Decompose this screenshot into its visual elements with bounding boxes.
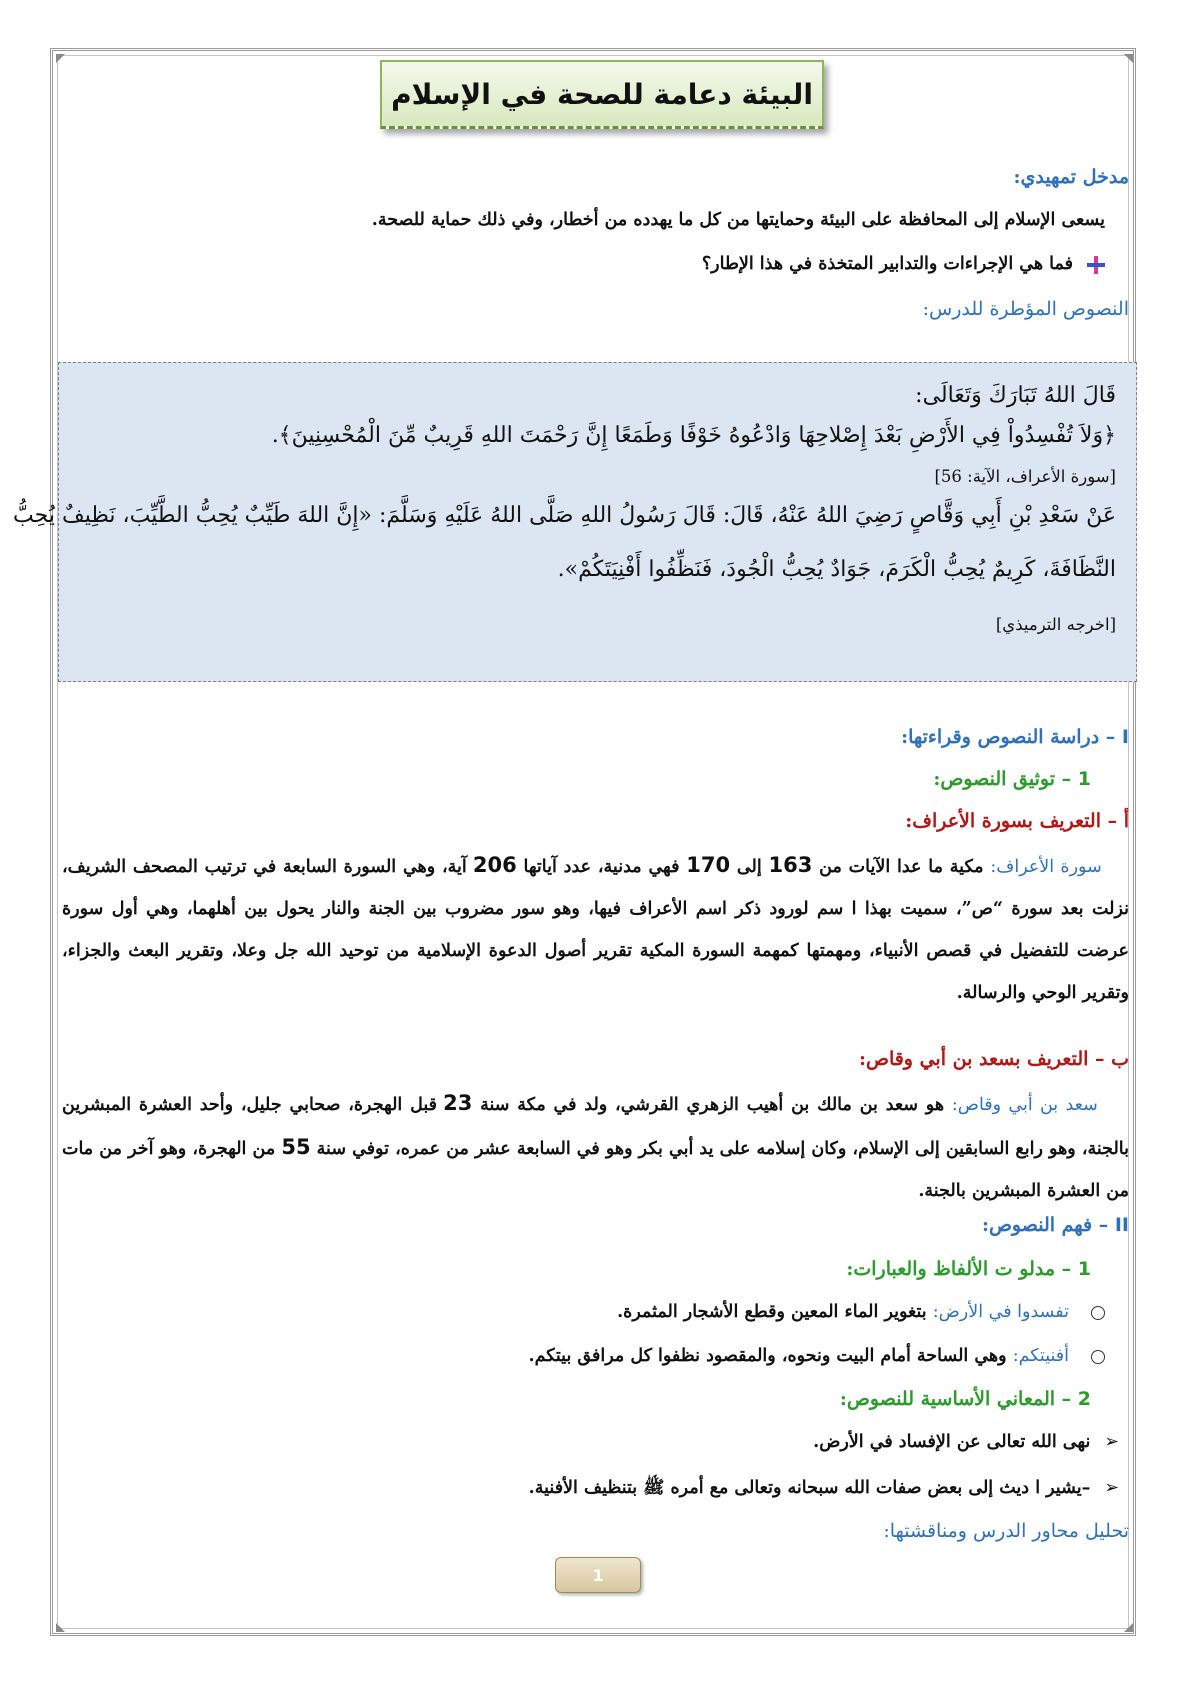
sub1-heading xyxy=(62,768,1091,790)
analysis-heading: تحليل محاور الدرس ومناقشتها: xyxy=(883,1520,1129,1542)
sub-number: 1 xyxy=(1077,1258,1091,1280)
number: 55 xyxy=(281,1135,311,1159)
corner-ornament xyxy=(1124,54,1133,63)
b-heading: ب – التعريف بسعد بن أبي وقاص: xyxy=(858,1048,1129,1070)
term: أفنيتكم: xyxy=(1012,1346,1069,1366)
definition-item xyxy=(62,1302,1105,1322)
text-run: من الهجرة، وهو آخر من مات من العشرة المبشرين بالجنة. xyxy=(62,1139,1129,1201)
arrow-bullet-icon: ➢ xyxy=(1104,1432,1119,1452)
sub2-2-title: – المعاني الأساسية للنصوص: xyxy=(839,1388,1078,1410)
definition: وهي الساحة أمام البيت ونحوه، والمقصود نظفوا كل مرافق بيتكم. xyxy=(528,1346,1013,1366)
section2-heading xyxy=(62,1214,1129,1236)
text-run: قبل الهجرة، صحابي جليل، وأحد العشرة المبشرين بالجنة، وهو رابع السابقين إلى الإسلام، وكان إسلامه على يد أبي بكر وهو في السابعة عشر من عمره، توفي سنة xyxy=(62,1095,1130,1159)
intro-question xyxy=(62,254,1105,274)
verse-reference: [سورة الأعراف، الآية: 56] xyxy=(934,467,1116,486)
a-heading: أ – التعريف بسورة الأعراف: xyxy=(905,810,1129,832)
page-number: 1 xyxy=(555,1557,641,1593)
term: تفسدوا في الأرض: xyxy=(932,1302,1069,1322)
surah-lead: سورة الأعراف: xyxy=(990,857,1102,877)
quote-box xyxy=(13,362,1137,682)
sub-number: 1 xyxy=(1077,768,1091,790)
meaning-text: –يشير ا ديث إلى بعض صفات الله سبحانه وتعالى مع أمره ﷺ بتنظيف الأفنية. xyxy=(528,1478,1091,1498)
corner-ornament xyxy=(56,1623,65,1632)
text-run: هو سعد بن مالك بن أهيب الزهري القرشي، ولد في مكة سنة xyxy=(472,1095,952,1115)
intro-text: يسعى الإسلام إلى المحافظة على البيئة وحمايتها من كل ما يهدده من أخطار، وفي ذلك حماية للصحة. xyxy=(371,210,1105,230)
number: 170 xyxy=(686,853,731,877)
quran-verse: ﴿وَلاَ تُفْسِدُواْ فِي الأَرْضِ بَعْدَ إِصْلاحِهَا وَادْعُوهُ خَوْفًا وَطَمَعًا إِنَّ رَحْمَتَ اللهِ قَرِيبٌ مِّنَ الْمُحْسِنِينَ﴾. xyxy=(271,423,1116,448)
definition: بتغوير الماء المعين وقطع الأشجار المثمرة. xyxy=(617,1302,933,1322)
meaning-text: نهى الله تعالى عن الإفساد في الأرض. xyxy=(813,1432,1091,1452)
sub2-1-heading xyxy=(62,1258,1091,1280)
section1-heading xyxy=(62,726,1129,748)
surah-paragraph xyxy=(62,844,1129,1014)
sub2-1-title: – مدلو ت الألفاظ والعبارات: xyxy=(846,1258,1078,1280)
sub2-2-heading xyxy=(62,1388,1091,1410)
quote-intro: قَالَ اللهُ تَبَارَكَ وَتَعَالَى: xyxy=(915,383,1116,408)
hadith-line-2: النَّظَافَةَ، كَرِيمٌ يُحِبُّ الْكَرَمَ، جَوَادٌ يُحِبُّ الْجُودَ، فَنَظِّفُوا أَفْنِيَتَكُمْ». xyxy=(557,557,1116,582)
section1-title: – دراسة النصوص وقراءتها: xyxy=(901,726,1122,748)
definition-item xyxy=(62,1346,1105,1366)
plus-bullet-icon xyxy=(1087,256,1105,274)
text-run: إلى xyxy=(730,857,769,877)
circle-bullet-icon xyxy=(1091,1306,1105,1320)
roman-numeral: II xyxy=(1114,1214,1129,1236)
sub1-title: – توثيق النصوص: xyxy=(933,768,1078,790)
companion-lead: سعد بن أبي وقاص: xyxy=(951,1095,1098,1115)
roman-numeral: I xyxy=(1121,726,1129,748)
corner-ornament xyxy=(56,54,65,63)
texts-heading: النصوص المؤطرة للدرس: xyxy=(922,298,1129,320)
meaning-item xyxy=(62,1432,1119,1452)
text-run: مكية ما عدا الآيات من xyxy=(812,857,991,877)
circle-bullet-icon xyxy=(1091,1350,1105,1364)
text-run: آية، وهي السورة السابعة في ترتيب المصحف الشريف، نزلت بعد سورة “ص”، سميت بهذا ا سم لورود ذكر اسم الأعراف فيها، وهو سور مضروب بين الجنة والنار يحول بين أهلهما، وهي أول سورة عرضت للتفضيل في قصص الأنبياء، ومهمتها كمهمة السورة المكية تقرير أصول الدعوة الإسلامية من توحيد الله جل وعلا، وتقرير البعث والجزاء، وتقرير الوحي والرسالة. xyxy=(62,857,1129,1003)
text-run: فهي مدنية، عدد آياتها xyxy=(516,857,687,877)
corner-ornament xyxy=(1124,1623,1133,1632)
question-text: فما هي الإجراءات والتدابير المتخذة في هذا الإطار؟ xyxy=(701,254,1073,274)
companion-paragraph xyxy=(62,1082,1129,1212)
number: 163 xyxy=(768,853,813,877)
number: 206 xyxy=(472,853,517,877)
hadith-reference: [اخرجه الترميذي] xyxy=(995,615,1116,634)
number: 23 xyxy=(443,1091,473,1115)
page-title: البيئة دعامة للصحة في الإسلام xyxy=(380,60,824,129)
hadith-line-1: عَنْ سَعْدِ بْنِ أَبِي وَقَّاصٍ رَضِيَ اللهُ عَنْهُ، قَالَ: قَالَ رَسُولُ اللهِ صَلَّى اللهُ عَلَيْهِ وَسَلَّمَ: «إِنَّ اللهَ طَيِّبٌ يُحِبُّ الطَّيِّبَ، نَظِيفٌ يُحِبُّ xyxy=(13,503,1116,528)
section2-title: – فهم النصوص: xyxy=(981,1214,1115,1236)
meaning-item xyxy=(62,1476,1119,1502)
intro-heading: مدخل تمهيدي: xyxy=(1013,166,1129,188)
sub-number: 2 xyxy=(1077,1388,1091,1410)
arrow-bullet-icon: ➢ xyxy=(1104,1478,1119,1498)
